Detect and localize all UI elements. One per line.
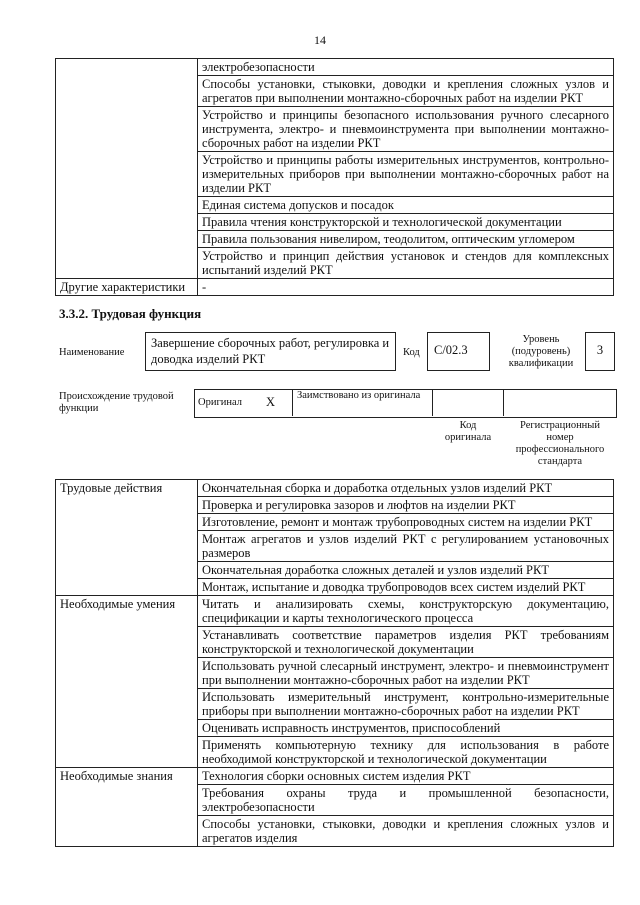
section-title: 3.3.2. Трудовая функция: [59, 306, 202, 321]
table-row: Изготовление, ремонт и монтаж трубопроводных систем на изделии РКТ: [198, 514, 614, 531]
table-row: Окончательная доработка сложных деталей и узлов изделий РКТ: [198, 562, 614, 579]
table-row: Использовать измерительный инструмент, контрольно-измерительные приборы при выполнении монтажно-сборочных работ на изделии РКТ: [198, 689, 614, 720]
page-number: 14: [314, 33, 326, 47]
other-characteristics-value: -: [198, 279, 614, 296]
table-row: Правила пользования нивелиром, теодолитом, оптическим угломером: [198, 231, 614, 248]
table-row: Единая система допусков и посадок: [198, 197, 614, 214]
table-row: Устройство и принцип действия установок и стендов для комплексных испытаний изделий РКТ: [198, 248, 614, 279]
original-code-caption: Код оригинала: [444, 420, 492, 443]
table-row: Требования охраны труда и промышленной безопасности, электробезопасности: [198, 785, 614, 816]
original-mark: Х: [266, 395, 276, 409]
table-row: Использовать ручной слесарный инструмент, электро- и пневмоинструмент при выполнении монтажно-сборочных работ на изделии РКТ: [198, 658, 614, 689]
origin-label: Происхождение трудовой функции: [59, 391, 174, 414]
divider: [432, 389, 433, 416]
table-row: Монтаж, испытание и доводка трубопроводов всех систем изделий РКТ: [198, 579, 614, 596]
table-row: Устройство и принципы безопасного использования ручного слесарного инструмента, электро- и пневмоинструмента при выполнении монтажно-сборочных работ на изделии РКТ: [198, 107, 614, 152]
registration-number-caption: Регистрационный номер профессионального стандарта: [515, 420, 605, 467]
table-row: Способы установки, стыковки, доводки и крепления сложных узлов и агрегатов изделия: [198, 816, 614, 847]
required-knowledge-label: Необходимые знания: [56, 768, 198, 847]
borrowed-label: Заимствовано из оригинала: [297, 390, 421, 401]
function-code: С/02.3: [427, 332, 490, 371]
table-row: Способы установки, стыковки, доводки и крепления сложных узлов и агрегатов при выполнении монтажно-сборочных работ на изделии РКТ: [198, 76, 614, 107]
table-row: Читать и анализировать схемы, конструкторскую документацию, спецификации и карты технологического процесса: [198, 596, 614, 627]
table-row: Окончательная сборка и доработка отдельных узлов изделий РКТ: [198, 480, 614, 497]
table-row: Технология сборки основных систем изделия РКТ: [198, 768, 614, 785]
original-label: Оригинал: [198, 397, 242, 408]
table-row: Устанавливать соответствие параметров изделия РКТ требованиям конструкторской и технологической документации: [198, 627, 614, 658]
qualification-level-label: Уровень (подуровень) квалификации: [508, 334, 574, 369]
table-row: Монтаж агрегатов и узлов изделий РКТ с регулированием установочных размеров: [198, 531, 614, 562]
divider: [292, 389, 293, 416]
required-skills-label: Необходимые умения: [56, 596, 198, 768]
table-row: электробезопасности: [198, 59, 614, 76]
divider: [503, 389, 504, 416]
code-label: Код: [403, 347, 420, 358]
function-name: Завершение сборочных работ, регулировка и доводка изделий РКТ: [145, 332, 396, 371]
other-characteristics-label: Другие характеристики: [56, 279, 198, 296]
table-row: Применять компьютерную технику для использования в работе необходимой конструкторской и технологической документации: [198, 737, 614, 768]
qualification-level: 3: [585, 332, 615, 371]
table-row: Оценивать исправность инструментов, приспособлений: [198, 720, 614, 737]
table-row: Устройство и принципы работы измерительных инструментов, контрольно-измерительных приборов при выполнении монтажно-сборочных работ на изделии РКТ: [198, 152, 614, 197]
table-row: Правила чтения конструкторской и технологической документации: [198, 214, 614, 231]
function-details-table: [55, 479, 614, 847]
knowledge-table-continued: [55, 58, 614, 296]
name-label: Наименование: [59, 347, 125, 358]
table-row: Проверка и регулировка зазоров и люфтов на изделии РКТ: [198, 497, 614, 514]
labor-actions-label: Трудовые действия: [56, 480, 198, 596]
